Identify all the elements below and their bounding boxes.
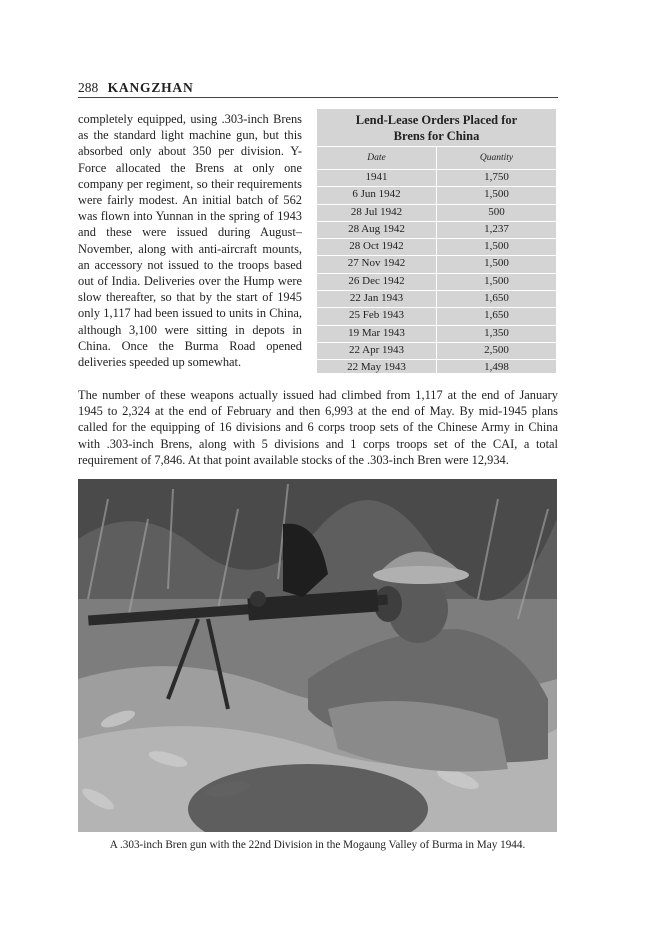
cell-quantity: 1,750 xyxy=(484,171,509,183)
cell-quantity: 1,237 xyxy=(484,222,509,235)
cell-date: 28 Jul 1942 xyxy=(317,205,437,221)
lend-lease-table xyxy=(317,109,556,373)
body-paragraph-left: completely equipped, using .303-inch Brens as the standard light machine gun, but this absorbed only about 350 per division. Y-Force allocated the Brens at only one company per regiment, so their requirements were fairly modest. An initial batch of 562 was flown into Yunnan in the spring of 1943 and these were issued during August–November, along with anti-aircraft mounts, an accessory not issued to the troops based out of India. Deliveries over the Hump were slow thereafter, so that by the start of 1945 only 1,117 had been issued to units in China, although 3,100 were sitting in depots in China. Once the Burma Road opened deliveries speeded up somewhat. xyxy=(78,112,302,370)
cell-quantity: 1,498 xyxy=(484,361,509,374)
table-row xyxy=(317,222,556,239)
cell-quantity: 1,500 xyxy=(484,188,509,201)
table-title-line1: Lend-Lease Orders Placed for xyxy=(355,113,518,127)
cell-date: 28 Aug 1942 xyxy=(317,222,437,238)
running-header xyxy=(78,80,558,98)
body-paragraph-full: The number of these weapons actually issued had climbed from 1,117 at the end of January 1945 to 2,324 at the end of February and then 6,993 at the end of May. By mid-1945 plans called for the equipping of 16 divisions and 6 corps troop sets of the Chinese Army in China with .303-inch Brens, along with 5 divisions and 1 corps troops set of the CAI, a total requirement of 7,846. At that point available stocks of the .303-inch Bren were 12,934. xyxy=(78,388,558,467)
table-row xyxy=(317,187,556,204)
cell-date: 22 May 1943 xyxy=(317,360,437,376)
cell-date: 19 Mar 1943 xyxy=(317,326,437,342)
cell-quantity: 1,500 xyxy=(484,257,509,270)
table-row xyxy=(317,256,556,273)
photo-illustration xyxy=(78,479,557,832)
table-row xyxy=(317,360,556,377)
column-header-date: Date xyxy=(317,147,437,169)
table-body xyxy=(317,170,556,378)
cell-date: 25 Feb 1943 xyxy=(317,308,437,324)
cell-quantity: 1,500 xyxy=(484,274,509,287)
cell-date: 26 Dec 1942 xyxy=(317,274,437,290)
page-number: 288 xyxy=(78,80,99,95)
bren-gun-photo xyxy=(78,479,557,832)
cell-quantity: 1,650 xyxy=(484,292,509,305)
table-row xyxy=(317,170,556,187)
column-header-quantity: Quantity xyxy=(479,153,514,163)
cell-date: 22 Apr 1943 xyxy=(317,343,437,359)
table-title xyxy=(317,109,556,146)
table-row xyxy=(317,205,556,222)
cell-date: 28 Oct 1942 xyxy=(317,239,437,255)
cell-quantity: 500 xyxy=(488,205,505,218)
photo-caption: A .303-inch Bren gun with the 22nd Division in the Mogaung Valley of Burma in May 1944. xyxy=(109,839,526,851)
cell-date: 1941 xyxy=(317,170,437,186)
cell-quantity: 1,350 xyxy=(484,326,509,339)
cell-date: 22 Jan 1943 xyxy=(317,291,437,307)
table-row xyxy=(317,343,556,360)
table-row xyxy=(317,239,556,256)
cell-quantity: 1,500 xyxy=(484,240,509,253)
cell-date: 27 Nov 1942 xyxy=(317,256,437,272)
table-row xyxy=(317,274,556,291)
table-header-row xyxy=(317,146,556,170)
cell-quantity: 2,500 xyxy=(484,343,509,356)
cell-date: 6 Jun 1942 xyxy=(317,187,437,203)
table-row xyxy=(317,291,556,308)
table-row xyxy=(317,326,556,343)
cell-quantity: 1,650 xyxy=(484,309,509,322)
table-row xyxy=(317,308,556,325)
table-title-line2: Brens for China xyxy=(393,129,480,143)
running-title: KANGZHAN xyxy=(107,80,194,95)
